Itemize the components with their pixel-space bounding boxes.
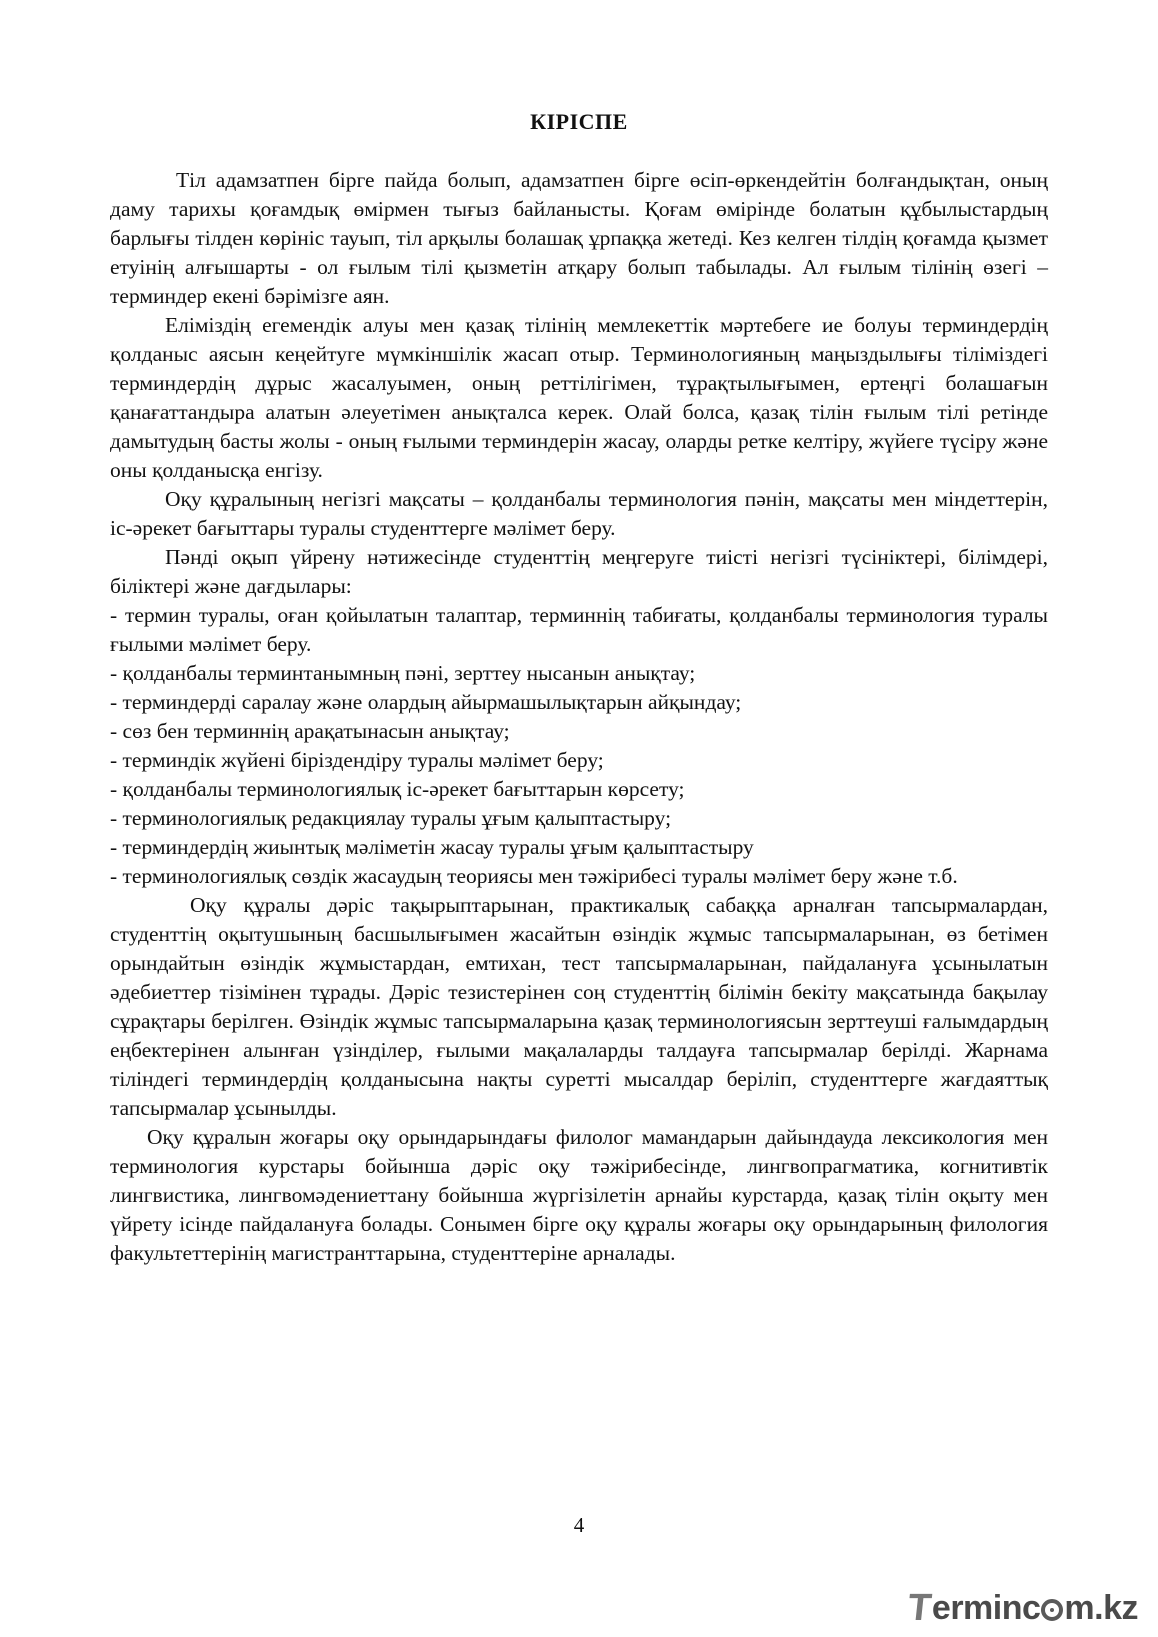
watermark-text-2: m.kz — [1064, 1588, 1138, 1627]
watermark-o-icon — [1041, 1599, 1063, 1621]
list-item: - терминдік жүйені біріздендіру туралы мәлімет беру; — [110, 748, 604, 772]
watermark-text-1: erminc — [931, 1588, 1041, 1627]
list-item: - қолданбалы терминтанымның пәні, зерттеу нысанын анықтау; — [110, 661, 696, 685]
termincom-watermark-logo — [908, 1587, 1138, 1629]
watermark-t: T — [906, 1586, 934, 1629]
page-number: 4 — [573, 1513, 585, 1537]
paragraph-structure: Оқу құралы дәріс тақырыптарынан, практикалық сабаққа арналған тапсырмалардан, студенттің оқытушының басшылығымен жасайтын өзіндік жұмыс тапсырмаларынан, өз бетімен орындайтын өзіндік жұмыстардан, емтихан, тест тапсырмаларынан, пайдалануға ұсынылатын әдебиеттер тізімінен тұрады. Дәріс тезистерінен соң студенттің білімін бекіту мақсатында бақылау сұрақтары берілген. Өзіндік жұмыс тапсырмаларына қазақ терминологиясын зерттеуші ғалымдардың еңбектерінен алынған үзінділер, ғылыми мақалаларды талдауға тапсырмалар берілді. Жарнама тіліндегі терминдердің қолданысына нақты суретті мысалдар беріліп, студенттерге жағдаяттық тапсырмалар ұсынылды. — [110, 893, 1048, 1120]
paragraph-intro: Тіл адамзатпен бірге пайда болып, адамзатпен бірге өсіп-өркендейтін болғандықтан, оның даму тарихы қоғамдық өмірмен тығыз байланысты. Қоғам өмірінде болатын құбылыстардың барлығы тілден көрініс тауып, тіл арқылы болашақ ұрпаққа жетеді. Кез келген тілдің қоғамда қызмет етуінің алғышарты - ол ғылым тілі қызметін атқару болып табылады. Ал ғылым тілінің өзегі – терминдер екені бәрімізге аян. — [110, 168, 1048, 308]
list-item: - терминдерді саралау және олардың айырмашылықтарын айқындау; — [110, 690, 742, 714]
paragraph-goal: Оқу құралының негізгі мақсаты – қолданбалы терминология пәнін, мақсаты мен міндеттерін, іс-әрекет бағыттары туралы студенттерге мәлімет беру. — [110, 487, 1048, 540]
paragraph-outcomes: Пәнді оқып үйрену нәтижесінде студенттің меңгеруге тиісті негізгі түсініктері, білімдері, біліктері және дағдылары: — [110, 545, 1048, 598]
list-item: - терминологиялық редакциялау туралы ұғым қалыптастыру; — [110, 806, 672, 830]
list-item: - терминологиялық сөздік жасаудың теориясы мен тәжірибесі туралы мәлімет беру және т.б. — [110, 864, 958, 888]
page-title: КІРІСПЕ — [530, 109, 628, 134]
paragraph-independence: Еліміздің егемендік алуы мен қазақ тілінің мемлекеттік мәртебеге ие болуы терминдердің қолданыс аясын кеңейтуге мүмкіншілік жасап отыр. Терминологияның маңыздылығы тіліміздегі терминдердің дұрыс жасалуымен, оның реттілігімен, тұрақтылығымен, ертеңгі болашағын қанағаттандыра алатын әлеуетімен анықталса керек. Олай болса, қазақ тілін ғылым тілі ретінде дамытудың басты жолы - оның ғылыми терминдерін жасау, оларды ретке келтіру, жүйеге түсіру және оны қолданысқа енгізу. — [110, 313, 1048, 482]
list-item: - сөз бен терминнің арақатынасын анықтау; — [110, 719, 510, 743]
list-item: - термин туралы, оған қойылатын талаптар, терминнің табиғаты, қолданбалы терминология туралы ғылыми мәлімет беру. — [110, 603, 1048, 656]
list-item: - қолданбалы терминологиялық іс-әрекет бағыттарын көрсету; — [110, 777, 685, 801]
body-text — [110, 166, 1048, 1268]
paragraph-usage: Оқу құралын жоғары оқу орындарындағы филолог мамандарын дайындауда лексикология мен терминология курстары бойынша дәріс оқу тәжірибесінде, лингвопрагматика, когнитивтік лингвистика, лингвомәдениеттану бойынша жүргізілетін арнайы курстарда, қазақ тілін оқыту мен үйрету ісінде пайдалануға болады. Сонымен бірге оқу құралы жоғары оқу орындарының филология факультеттерінің магистранттарына, студенттеріне арналады. — [110, 1125, 1048, 1265]
list-item: - терминдердің жиынтық мәліметін жасау туралы ұғым қалыптастыру — [110, 835, 754, 859]
